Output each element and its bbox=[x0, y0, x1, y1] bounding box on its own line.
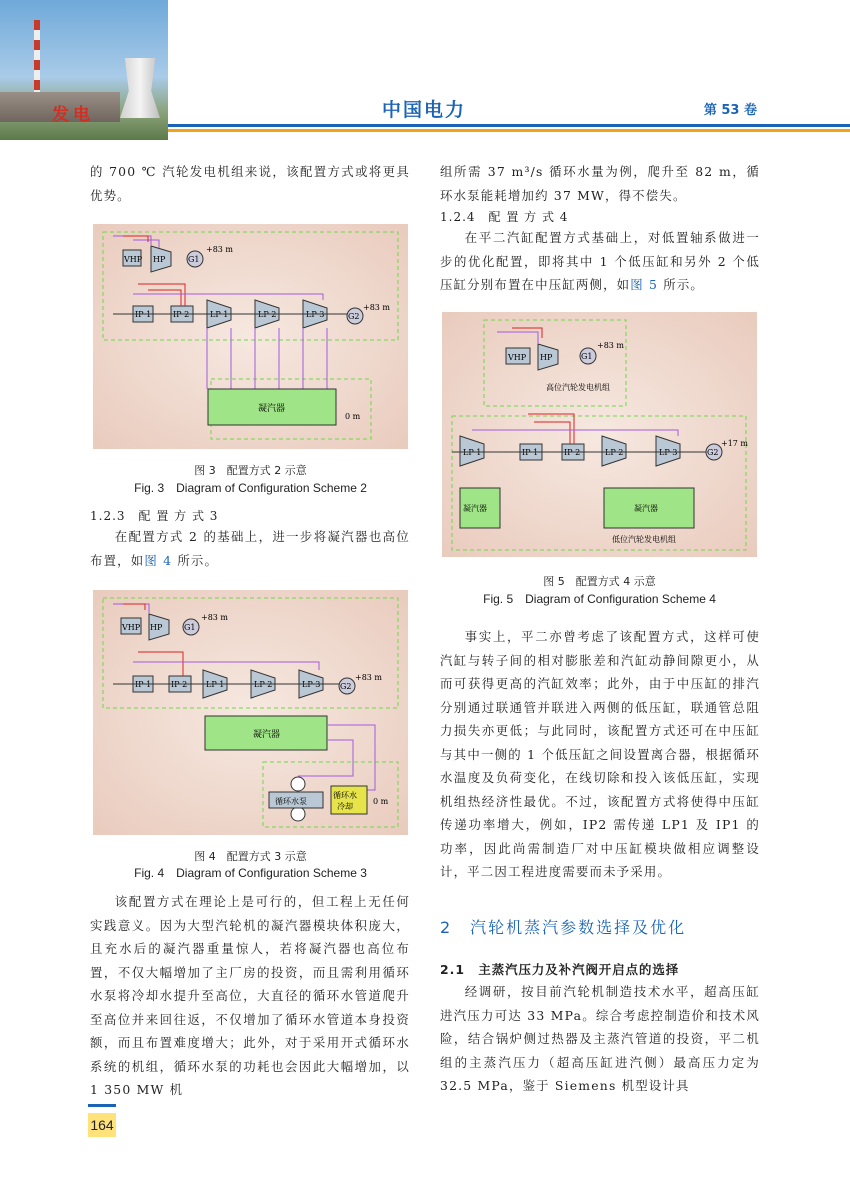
subsection-1-2-4: 1.2.4 配 置 方 式 4 bbox=[440, 210, 569, 224]
right-paragraph-middle: 事实上，平二亦曾考虑了该配置方式，这样可使汽缸与转子间的相对膨胀差和汽缸动静间隙更小，从而可获得更高的汽缸效率；此外，由于中压缸的排汽分别通过联通管并联进入两侧的低压缸，联通管总阻力损失亦更低；与此同时，该配置方式还可在中压缸与其中一侧的 1 个低压缸之间设置离合器，根据循环水温度及负荷变化，在线切除和投入该低压缸，实现机组热经济性最优。不过，该配置方式将使得中压缸传递功率增大，例如，IP2 需传递 LP1 及 IP1 的功率，因此尚需制造厂对中压缸模块做相应调整设计，平二因工程进度需要而未予采用。 bbox=[440, 629, 760, 879]
ip1-label: IP 1 bbox=[522, 448, 539, 457]
figure-4-diagram bbox=[93, 590, 408, 835]
lp2-label: LP 2 bbox=[605, 448, 624, 457]
g2-label: G2 bbox=[340, 682, 352, 691]
section-heading-2: 2 汽轮机蒸汽参数选择及优化 bbox=[440, 918, 687, 937]
g2-label: G2 bbox=[348, 312, 360, 321]
lp2-label: LP 2 bbox=[254, 680, 273, 689]
vhp-label: VHP bbox=[124, 255, 143, 264]
lp1-label: LP 1 bbox=[210, 310, 229, 319]
elevation-label: 0 m bbox=[373, 797, 389, 806]
condenser-label: 凝汽器 bbox=[253, 730, 281, 740]
cooling-label: 循环水 bbox=[333, 791, 357, 800]
right-paragraph-124: 在平二汽缸配置方式基础上，对低置轴系做进一步的优化配置，即将其中 1 个低压缸和另外 2 个低压缸分别布置在中压缸两侧，如图 5 所示。 bbox=[440, 230, 760, 292]
figure-4 bbox=[93, 590, 408, 835]
figure-4-caption-cn: 图 4 配置方式 3 示意 bbox=[194, 850, 307, 863]
figure-3-caption-cn: 图 3 配置方式 2 示意 bbox=[194, 464, 307, 477]
pump-label: 循环水泵 bbox=[275, 797, 307, 806]
condenser-label-low: 凝汽器 bbox=[463, 504, 487, 513]
high-group-label: 高位汽轮发电机组 bbox=[546, 383, 610, 392]
subsection-1-2-3: 1.2.3 配 置 方 式 3 bbox=[90, 509, 219, 523]
elevation-label: 0 m bbox=[345, 412, 361, 421]
elevation-label: +83 m bbox=[206, 245, 234, 254]
page-number: 164 bbox=[88, 1113, 116, 1137]
g1-label: G1 bbox=[188, 255, 200, 264]
lp3-label: LP 3 bbox=[659, 448, 678, 457]
g1-label: G1 bbox=[184, 623, 196, 632]
ip1-label: IP 1 bbox=[135, 680, 152, 689]
ip2-label: IP 2 bbox=[171, 680, 188, 689]
header-rule-blue bbox=[168, 124, 850, 127]
figure-3 bbox=[93, 224, 408, 449]
left-paragraph-top: 的 700 ℃ 汽轮发电机组来说，该配置方式或将更具优势。 bbox=[90, 164, 410, 203]
elevation-label: +83 m bbox=[201, 613, 229, 622]
figure-5-link[interactable]: 图 5 bbox=[630, 277, 659, 292]
cooling-tower-image bbox=[120, 58, 160, 118]
lp2-label: LP 2 bbox=[258, 310, 277, 319]
lp3-label: LP 3 bbox=[302, 680, 321, 689]
right-paragraph-bottom: 经调研，按目前汽轮机制造技术水平，超高压缸进汽压力可达 33 MPa。综合考虑控制造价和技术风险，结合锅炉侧过热器及主蒸汽管道的投资，平二机组的主蒸汽压力（超高压缸进汽侧）最高压力定为 32.5 MPa，鉴于 Siemens 机型设计具 bbox=[440, 984, 760, 1093]
lp1-label: LP 1 bbox=[463, 448, 482, 457]
right-paragraph-top: 组所需 37 m³/s 循环水量为例，爬升至 82 m，循环水泵能耗增加约 37 MW，得不偿失。 bbox=[440, 164, 760, 203]
lp1-label: LP 1 bbox=[206, 680, 225, 689]
elevation-label: +17 m bbox=[721, 439, 749, 448]
figure-3-diagram bbox=[93, 224, 408, 449]
lp3-label: LP 3 bbox=[306, 310, 325, 319]
subsection-heading-2-1: 2.1 主蒸汽压力及补汽阀开启点的选择 bbox=[440, 962, 680, 977]
figure-5-diagram bbox=[442, 312, 757, 557]
elevation-label: +83 m bbox=[363, 303, 391, 312]
ip1-label: IP 1 bbox=[135, 310, 152, 319]
hp-label: HP bbox=[150, 623, 163, 632]
figure-5-caption-en: Fig. 5 Diagram of Configuration Scheme 4 bbox=[483, 592, 716, 606]
hp-label: HP bbox=[540, 353, 553, 362]
condenser-label: 凝汽器 bbox=[258, 404, 286, 414]
vhp-label: VHP bbox=[508, 353, 527, 362]
figure-3-caption-en: Fig. 3 Diagram of Configuration Scheme 2 bbox=[134, 481, 367, 495]
figure-5-caption-cn: 图 5 配置方式 4 示意 bbox=[543, 575, 656, 588]
figure-4-caption-en: Fig. 4 Diagram of Configuration Scheme 3 bbox=[134, 866, 367, 880]
elevation-label: +83 m bbox=[597, 341, 625, 350]
ip2-label: IP 2 bbox=[173, 310, 190, 319]
vhp-label: VHP bbox=[122, 623, 141, 632]
left-paragraph-123: 在配置方式 2 的基础上，进一步将凝汽器也高位布置，如图 4 所示。 bbox=[90, 529, 410, 568]
hp-label: HP bbox=[153, 255, 166, 264]
elevation-label: +83 m bbox=[355, 673, 383, 682]
left-paragraph-bottom: 该配置方式在理论上是可行的，但工程上无任何实践意义。因为大型汽轮机的凝汽器模块体积庞大，且充水后的凝汽器重量惊人，若将凝汽器也高位布置，不仅大幅增加了主厂房的投资，而且需利用循环水泵将冷却水提升至高位，大直径的循环水管道爬升至高位并来回往返，不仅增加了循环水管道本身投资额，而且布置难度增大；此外，对于采用开式循环水系统的机组，循环水泵的功耗也会因此大幅增加，以 1 350 MW 机 bbox=[90, 894, 410, 1097]
cooling-label-2: 冷却 bbox=[337, 802, 353, 811]
figure-4-link[interactable]: 图 4 bbox=[144, 552, 173, 568]
g2-label: G2 bbox=[707, 448, 719, 457]
low-group-label: 低位汽轮发电机组 bbox=[612, 535, 676, 544]
figure-5 bbox=[442, 312, 757, 557]
page-number-bar bbox=[88, 1104, 116, 1107]
ip2-label: IP 2 bbox=[564, 448, 581, 457]
volume-label: 第 53 卷 bbox=[703, 103, 757, 118]
header-rule-orange bbox=[168, 129, 850, 132]
journal-title: 中国电力 bbox=[382, 99, 467, 121]
section-label: 发电 bbox=[52, 105, 94, 125]
g1-label: G1 bbox=[581, 352, 593, 361]
condenser-label-main: 凝汽器 bbox=[634, 504, 658, 513]
